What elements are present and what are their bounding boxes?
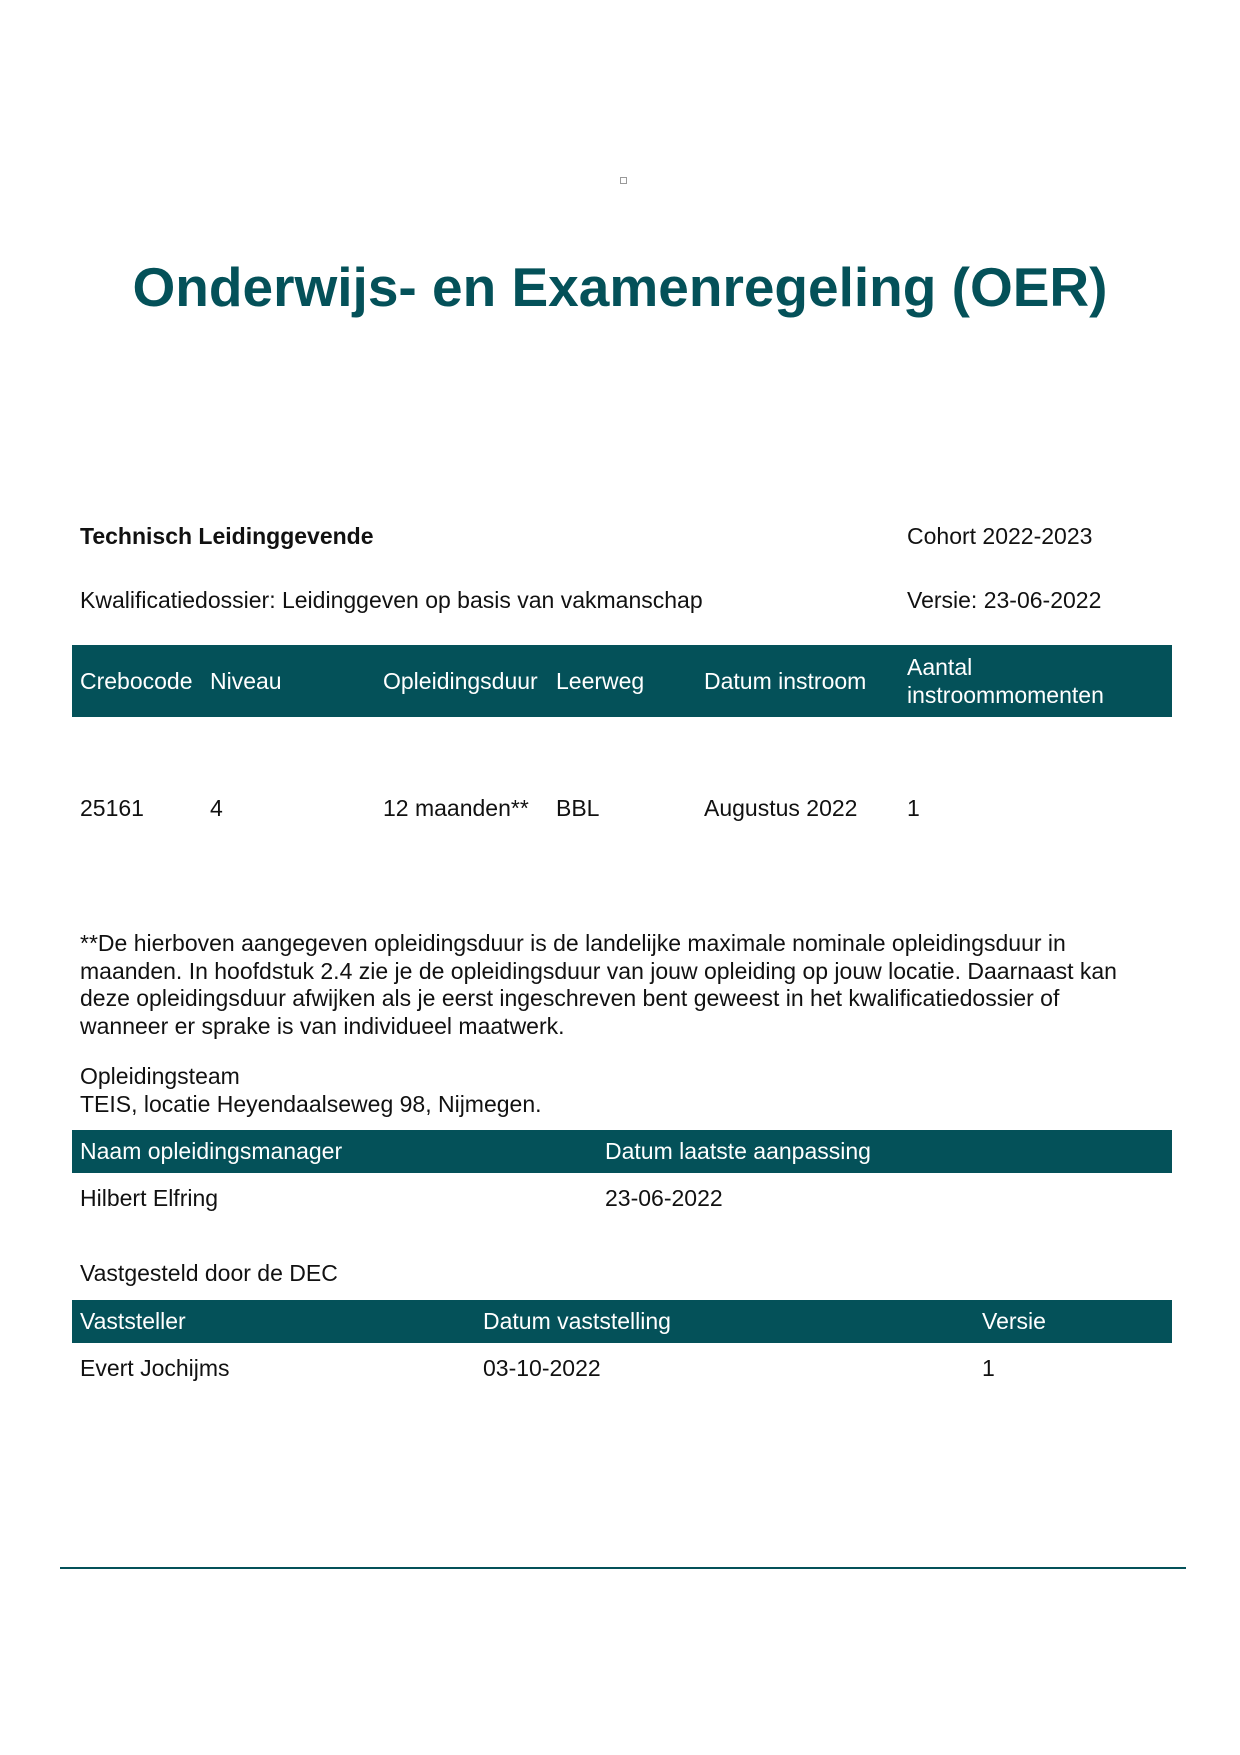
cell-datum-vaststelling: 03-10-2022 [483,1355,601,1381]
cell-aantal-instroommomenten: 1 [907,795,920,821]
footer-rule [60,1567,1186,1569]
team-label: Opleidingsteam [80,1063,240,1089]
manager-table-header [72,1130,1172,1173]
details-table-header [72,645,1172,717]
header-naam-opleidingsmanager: Naam opleidingsmanager [80,1138,343,1164]
version-label: Versie: 23-06-2022 [907,587,1102,613]
cell-last-modified: 23-06-2022 [605,1185,723,1211]
header-vaststeller: Vaststeller [80,1308,186,1334]
cell-datum-instroom: Augustus 2022 [704,795,858,821]
cell-opleidingsduur: 12 maanden** [383,795,529,821]
cell-crebocode: 25161 [80,795,144,821]
page-title: Onderwijs- en Examenregeling (OER) [132,256,1108,318]
dec-table-header [72,1300,1172,1343]
cell-versie: 1 [982,1355,995,1381]
header-leerweg: Leerweg [556,668,645,694]
header-datum-laatste-aanpassing: Datum laatste aanpassing [605,1138,871,1164]
cell-vaststeller: Evert Jochijms [80,1355,230,1381]
dossier-label: Kwalificatiedossier: Leidinggeven op basis van vakmanschap [80,587,703,613]
cell-niveau: 4 [210,795,223,821]
placeholder-mark [620,177,627,184]
cohort-label: Cohort 2022-2023 [907,523,1093,549]
duration-footnote: **De hierboven aangegeven opleidingsduur is de landelijke maximale nominale opleidingsduur in maanden. In hoofdstuk 2.4 zie je de opleidingsduur van jouw opleiding op jouw locatie. Daarnaast kan deze opleidingsduur afwijken als je eerst ingeschreven bent geweest in het kwalificatiedossier of wanneer er sprake is van individueel maatwerk. [80,930,1117,1039]
header-crebocode: Crebocode [80,668,193,694]
header-datum-vaststelling: Datum vaststelling [483,1308,671,1334]
team-location: TEIS, locatie Heyendaalseweg 98, Nijmegen. [80,1091,542,1117]
header-versie: Versie [982,1308,1046,1334]
header-niveau: Niveau [210,668,282,694]
header-opleidingsduur: Opleidingsduur [383,668,538,694]
cell-manager-name: Hilbert Elfring [80,1185,219,1211]
cell-leerweg: BBL [556,795,600,821]
header-datum-instroom: Datum instroom [704,668,867,694]
program-name: Technisch Leidinggevende [80,523,374,549]
header-instroommomenten: instroommomenten [907,682,1104,708]
header-aantal: Aantal [907,654,973,680]
dec-label: Vastgesteld door de DEC [80,1260,338,1286]
